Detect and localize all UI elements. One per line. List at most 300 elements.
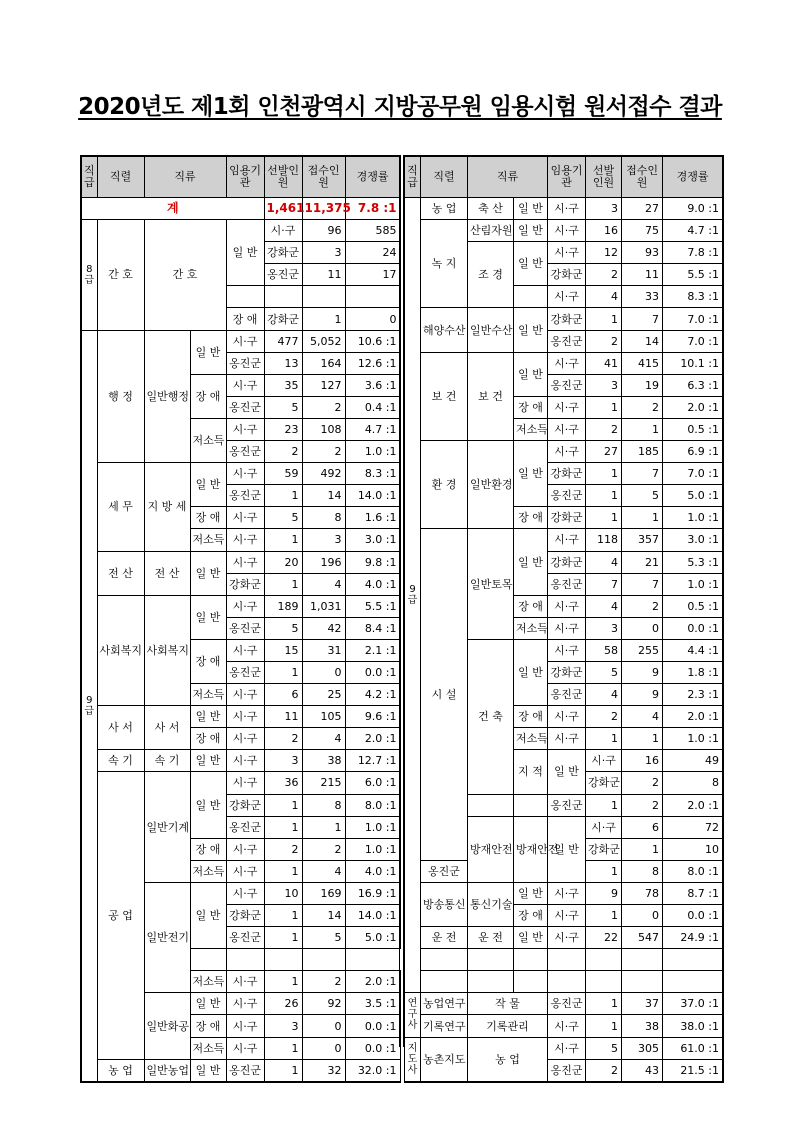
table-row (405, 198, 723, 220)
table-cell: 8.3 :1 (663, 286, 723, 308)
total-selected: 1,461 (264, 198, 302, 220)
table-cell: 장 애 (514, 905, 548, 927)
table-cell: 장 애 (226, 308, 264, 330)
table-cell: 시·구 (226, 529, 264, 551)
table-cell: 방재안전 (514, 816, 548, 882)
table-cell: 96 (302, 220, 345, 242)
table-row (81, 595, 400, 617)
table-cell: 시·구 (226, 639, 264, 661)
table-cell: 169 (302, 882, 345, 904)
table-cell: 지 적 (514, 750, 548, 794)
table-cell: 9급 (405, 198, 421, 993)
table-cell: 시·구 (226, 838, 264, 860)
table-cell: 시·구 (586, 816, 622, 838)
table-cell: 1 (622, 728, 663, 750)
table-cell: 7.0 :1 (663, 463, 723, 485)
table-cell: 1,031 (302, 595, 345, 617)
table-cell: 시·구 (226, 507, 264, 529)
table-cell: 강화군 (264, 242, 302, 264)
table-cell: 14.0 :1 (345, 485, 400, 507)
table-cell: 0 (345, 308, 400, 330)
table-cell: 일 반 (514, 242, 548, 286)
table-cell: 옹진군 (548, 993, 586, 1015)
table-cell: 5 (586, 1037, 622, 1059)
table-cell: 보 건 (468, 352, 514, 440)
table-cell: 108 (302, 418, 345, 440)
table-cell: 일 반 (514, 927, 548, 949)
table-cell: 4 (586, 684, 622, 706)
table-row (405, 882, 723, 904)
table-cell: 3.0 :1 (345, 529, 400, 551)
table-cell: 4 (622, 706, 663, 728)
table-row (405, 352, 723, 374)
table-cell: 4.7 :1 (345, 418, 400, 440)
table-cell: 6.0 :1 (345, 772, 400, 794)
table-cell: 일 반 (190, 330, 226, 374)
header-applied: 접수인원 (302, 156, 345, 198)
table-cell: 58 (586, 639, 622, 661)
table-cell: 32.0 :1 (345, 1059, 400, 1082)
table-cell: 3.6 :1 (345, 374, 400, 396)
table-cell: 2 (622, 396, 663, 418)
table-cell: 19 (622, 374, 663, 396)
table-cell: 2 (302, 838, 345, 860)
table-cell: 장 애 (190, 1015, 226, 1037)
table-cell: 5.5 :1 (663, 264, 723, 286)
table-cell: 8.3 :1 (345, 463, 400, 485)
table-cell: 1 (586, 905, 622, 927)
table-cell: 1.6 :1 (345, 507, 400, 529)
table-cell: 시·구 (226, 463, 264, 485)
table-cell (468, 794, 514, 816)
table-cell: 옹진군 (548, 573, 586, 595)
table-cell (586, 971, 622, 993)
table-cell: 93 (622, 242, 663, 264)
table-cell: 시·구 (226, 551, 264, 573)
table-cell: 옹진군 (226, 485, 264, 507)
table-cell: 2 (622, 794, 663, 816)
table-cell: 78 (622, 882, 663, 904)
table-cell: 시·구 (548, 728, 586, 750)
table-cell: 옹진군 (226, 816, 264, 838)
table-cell: 2 (302, 396, 345, 418)
table-cell: 8.0 :1 (663, 860, 723, 882)
table-cell: 간 호 (144, 220, 226, 330)
table-cell: 20 (264, 551, 302, 573)
table-cell (548, 971, 586, 993)
table-cell (421, 971, 468, 993)
table-cell (514, 971, 548, 993)
table-cell: 시·구 (548, 639, 586, 661)
table-cell: 0.5 :1 (663, 595, 723, 617)
table-cell (302, 949, 345, 971)
table-cell: 시·구 (548, 396, 586, 418)
table-cell: 1 (586, 1015, 622, 1037)
table-cell: 9.8 :1 (345, 551, 400, 573)
table-row (405, 220, 723, 242)
table-cell: 7.0 :1 (663, 308, 723, 330)
table-cell: 시·구 (586, 750, 622, 772)
table-cell: 8.4 :1 (345, 617, 400, 639)
table-cell: 옹진군 (548, 1059, 586, 1082)
table-cell: 1 (264, 485, 302, 507)
table-cell: 0.0 :1 (663, 905, 723, 927)
table-cell: 저소득 (190, 860, 226, 882)
table-cell: 1 (302, 308, 345, 330)
table-cell: 장 애 (190, 507, 226, 529)
table-cell: 92 (302, 993, 345, 1015)
table-cell: 강화군 (548, 551, 586, 573)
table-cell: 2 (302, 441, 345, 463)
table-cell (190, 949, 226, 971)
table-cell: 5.3 :1 (663, 551, 723, 573)
table-cell: 옹진군 (548, 794, 586, 816)
table-cell (548, 949, 586, 971)
total-label: 계 (81, 198, 264, 220)
table-cell: 공 업 (97, 772, 144, 1059)
table-cell (622, 971, 663, 993)
table-cell: 2.0 :1 (345, 971, 400, 993)
table-cell: 1.8 :1 (663, 661, 723, 683)
table-cell: 일 반 (190, 595, 226, 639)
table-cell: 옹진군 (226, 661, 264, 683)
table-header (405, 156, 723, 198)
table-cell: 9.6 :1 (345, 706, 400, 728)
table-cell: 일 반 (514, 220, 548, 242)
table-cell: 8 (302, 794, 345, 816)
table-cell: 보 건 (421, 352, 468, 440)
header-rate: 경쟁률 (345, 156, 400, 198)
table-cell: 0.4 :1 (345, 396, 400, 418)
table-cell: 일반환경 (468, 441, 514, 529)
table-cell (663, 949, 723, 971)
table-cell: 2.1 :1 (345, 639, 400, 661)
table-cell: 일 반 (190, 463, 226, 507)
table-cell: 215 (302, 772, 345, 794)
table-cell: 16 (622, 750, 663, 772)
table-cell: 기록관리 (468, 1015, 548, 1037)
table-cell: 0 (302, 661, 345, 683)
table-cell: 0 (302, 1015, 345, 1037)
table-cell: 3 (302, 529, 345, 551)
table-cell: 옹진군 (548, 330, 586, 352)
table-cell: 일 반 (548, 750, 586, 794)
table-row (405, 529, 723, 551)
table-cell: 일 반 (190, 750, 226, 772)
table-cell: 축 산 (468, 198, 514, 220)
table-cell: 4.2 :1 (345, 684, 400, 706)
table-cell: 농업연구 (421, 993, 468, 1015)
table-cell: 시·구 (548, 905, 586, 927)
table-cell: 7 (586, 573, 622, 595)
table-cell: 3 (586, 198, 622, 220)
table-cell: 585 (345, 220, 400, 242)
table-cell: 운 전 (468, 927, 514, 949)
table-cell: 3 (586, 617, 622, 639)
table-cell: 장 애 (514, 706, 548, 728)
table-cell: 농 업 (421, 198, 468, 220)
table-cell: 강화군 (548, 661, 586, 683)
table-cell: 1.0 :1 (663, 728, 723, 750)
header-agency: 임용기관 (548, 156, 586, 198)
table-cell: 농촌지도 (421, 1037, 468, 1082)
table-cell: 시·구 (226, 684, 264, 706)
table-row (81, 463, 400, 485)
table-row (81, 750, 400, 772)
table-cell: 1 (622, 507, 663, 529)
table-cell: 59 (264, 463, 302, 485)
table-cell: 일 반 (514, 441, 548, 507)
table-cell: 24 (345, 242, 400, 264)
table-cell: 5 (264, 617, 302, 639)
table-cell: 2.0 :1 (663, 396, 723, 418)
total-row (81, 198, 400, 220)
table-cell: 저소득 (514, 617, 548, 639)
table-cell: 시·구 (548, 286, 586, 308)
table-cell: 작 물 (468, 993, 548, 1015)
table-cell: 시·구 (548, 595, 586, 617)
table-cell: 장 애 (190, 639, 226, 683)
table-cell: 9급 (81, 330, 97, 1082)
table-cell: 옹진군 (226, 927, 264, 949)
table-cell (264, 286, 302, 308)
table-cell: 속 기 (97, 750, 144, 772)
table-cell: 방송통신 (421, 882, 468, 926)
table-cell: 1 (302, 816, 345, 838)
table-cell: 일 반 (190, 706, 226, 728)
table-row (81, 772, 400, 794)
table-cell: 14 (302, 485, 345, 507)
table-cell: 61.0 :1 (663, 1037, 723, 1059)
table-cell: 12.7 :1 (345, 750, 400, 772)
table-cell: 7.0 :1 (663, 330, 723, 352)
table-cell: 3.5 :1 (345, 993, 400, 1015)
table-cell: 7 (622, 573, 663, 595)
total-applied: 11,375 (302, 198, 345, 220)
table-cell: 14.0 :1 (345, 905, 400, 927)
table-cell: 일 반 (514, 198, 548, 220)
table-cell: 일 반 (190, 772, 226, 838)
table-row (405, 971, 723, 993)
results-table-right (404, 155, 724, 1083)
table-cell: 13 (264, 352, 302, 374)
table-cell: 일 반 (548, 816, 586, 882)
table-cell: 0.0 :1 (345, 1037, 400, 1059)
table-cell: 시·구 (226, 595, 264, 617)
table-cell: 옹진군 (226, 1059, 264, 1082)
table-cell: 시·구 (226, 706, 264, 728)
header-grade: 직급 (405, 156, 421, 198)
table-cell (663, 971, 723, 993)
table-cell: 0 (302, 1037, 345, 1059)
table-cell: 1 (264, 794, 302, 816)
table-cell: 시·구 (548, 1037, 586, 1059)
table-cell: 1 (586, 993, 622, 1015)
table-cell: 357 (622, 529, 663, 551)
header-agency: 임용기관 (226, 156, 264, 198)
table-cell: 3 (302, 242, 345, 264)
table-cell: 저소득 (190, 1037, 226, 1059)
table-cell: 시·구 (548, 617, 586, 639)
table-cell: 8 (663, 772, 723, 794)
table-cell: 7 (622, 308, 663, 330)
table-cell: 일 반 (514, 352, 548, 396)
table-cell: 72 (663, 816, 723, 838)
table-cell: 옹진군 (226, 441, 264, 463)
table-cell: 16 (586, 220, 622, 242)
table-cell: 시·구 (226, 860, 264, 882)
table-cell: 산림자원 (468, 220, 514, 242)
table-cell: 장 애 (190, 374, 226, 418)
table-cell: 164 (302, 352, 345, 374)
table-cell: 6 (264, 684, 302, 706)
table-cell: 0.0 :1 (345, 1015, 400, 1037)
table-cell: 시·구 (548, 198, 586, 220)
table-cell: 일 반 (514, 529, 548, 595)
table-row (405, 993, 723, 1015)
table-cell: 10.6 :1 (345, 330, 400, 352)
table-cell: 12 (586, 242, 622, 264)
table-cell: 시 설 (421, 529, 468, 860)
header-type: 직류 (468, 156, 548, 198)
table-cell: 1 (264, 971, 302, 993)
table-cell: 25 (302, 684, 345, 706)
table-cell: 옹진군 (548, 374, 586, 396)
table-cell: 1 (264, 816, 302, 838)
table-cell: 14 (302, 905, 345, 927)
table-cell: 38 (622, 1015, 663, 1037)
table-cell: 4.0 :1 (345, 860, 400, 882)
table-cell: 9 (586, 882, 622, 904)
table-cell: 전 산 (144, 551, 190, 595)
table-cell: 3 (264, 750, 302, 772)
table-cell: 185 (622, 441, 663, 463)
table-cell: 8 (302, 507, 345, 529)
total-rate: 7.8 :1 (345, 198, 400, 220)
table-cell: 24.9 :1 (663, 927, 723, 949)
table-cell: 189 (264, 595, 302, 617)
table-cell: 연구사 (405, 993, 421, 1037)
table-cell: 통신기술 (468, 882, 514, 926)
table-cell: 옹진군 (264, 264, 302, 286)
table-cell: 23 (264, 418, 302, 440)
table-cell: 41 (586, 352, 622, 374)
table-cell: 4.0 :1 (345, 573, 400, 595)
table-cell: 4 (586, 286, 622, 308)
table-cell (514, 286, 548, 308)
table-header (81, 156, 400, 198)
table-cell: 시·구 (548, 882, 586, 904)
table-cell: 옹진군 (421, 860, 468, 882)
table-cell: 시·구 (226, 1037, 264, 1059)
table-cell: 0 (622, 905, 663, 927)
table-cell: 1 (586, 463, 622, 485)
table-cell: 22 (586, 927, 622, 949)
table-cell: 1 (586, 507, 622, 529)
table-cell: 2 (264, 441, 302, 463)
table-cell: 2.0 :1 (663, 794, 723, 816)
table-cell: 녹 지 (421, 220, 468, 308)
table-cell: 1 (264, 927, 302, 949)
table-row (81, 706, 400, 728)
table-cell: 일반기계 (144, 772, 190, 882)
table-cell: 2 (586, 330, 622, 352)
table-cell: 21 (622, 551, 663, 573)
table-cell: 4 (586, 595, 622, 617)
table-cell: 12.6 :1 (345, 352, 400, 374)
table-cell: 492 (302, 463, 345, 485)
table-cell: 기록연구 (421, 1015, 468, 1037)
table-row (405, 1037, 723, 1059)
table-cell: 255 (622, 639, 663, 661)
table-cell: 사회복지 (144, 595, 190, 705)
table-cell: 2 (622, 772, 663, 794)
table-cell: 강화군 (586, 838, 622, 860)
table-cell: 환 경 (421, 441, 468, 529)
table-cell: 7.8 :1 (663, 242, 723, 264)
table-cell: 시·구 (226, 993, 264, 1015)
table-cell: 시·구 (226, 330, 264, 352)
table-cell: 저소득 (190, 971, 226, 993)
table-cell: 지도사 (405, 1037, 421, 1082)
table-cell: 시·구 (264, 220, 302, 242)
table-cell: 일 반 (190, 882, 226, 948)
table-cell: 27 (586, 441, 622, 463)
table-cell: 1 (586, 308, 622, 330)
table-cell: 127 (302, 374, 345, 396)
table-cell: 일반농업 (144, 1059, 190, 1082)
table-cell: 118 (586, 529, 622, 551)
table-cell: 6.9 :1 (663, 441, 723, 463)
table-cell: 사 서 (144, 706, 190, 750)
header-series: 직렬 (421, 156, 468, 198)
table-cell: 11 (302, 264, 345, 286)
table-cell: 38.0 :1 (663, 1015, 723, 1037)
table-cell: 강화군 (586, 772, 622, 794)
table-cell (586, 949, 622, 971)
table-cell: 2 (586, 1059, 622, 1082)
table-cell: 26 (264, 993, 302, 1015)
table-cell: 2 (264, 838, 302, 860)
table-cell: 세 무 (97, 463, 144, 551)
table-cell: 6 (622, 816, 663, 838)
table-cell: 38 (302, 750, 345, 772)
table-cell (514, 794, 548, 816)
table-cell: 11 (264, 706, 302, 728)
table-cell: 2 (302, 971, 345, 993)
table-cell: 0.0 :1 (663, 617, 723, 639)
table-cell: 옹진군 (548, 684, 586, 706)
table-cell: 1 (622, 838, 663, 860)
header-type: 직류 (144, 156, 226, 198)
table-cell: 477 (264, 330, 302, 352)
table-cell: 32 (302, 1059, 345, 1082)
table-cell: 5 (622, 485, 663, 507)
table-cell (468, 949, 514, 971)
table-cell: 시·구 (226, 418, 264, 440)
table-cell: 강화군 (264, 308, 302, 330)
table-cell: 1.0 :1 (663, 573, 723, 595)
table-cell: 5 (586, 661, 622, 683)
table-cell: 시·구 (226, 374, 264, 396)
table-cell: 8.0 :1 (345, 794, 400, 816)
table-cell: 전 산 (97, 551, 144, 595)
table-cell: 1 (264, 573, 302, 595)
table-cell (264, 949, 302, 971)
table-cell (345, 286, 400, 308)
table-cell: 105 (302, 706, 345, 728)
table-cell: 37 (622, 993, 663, 1015)
